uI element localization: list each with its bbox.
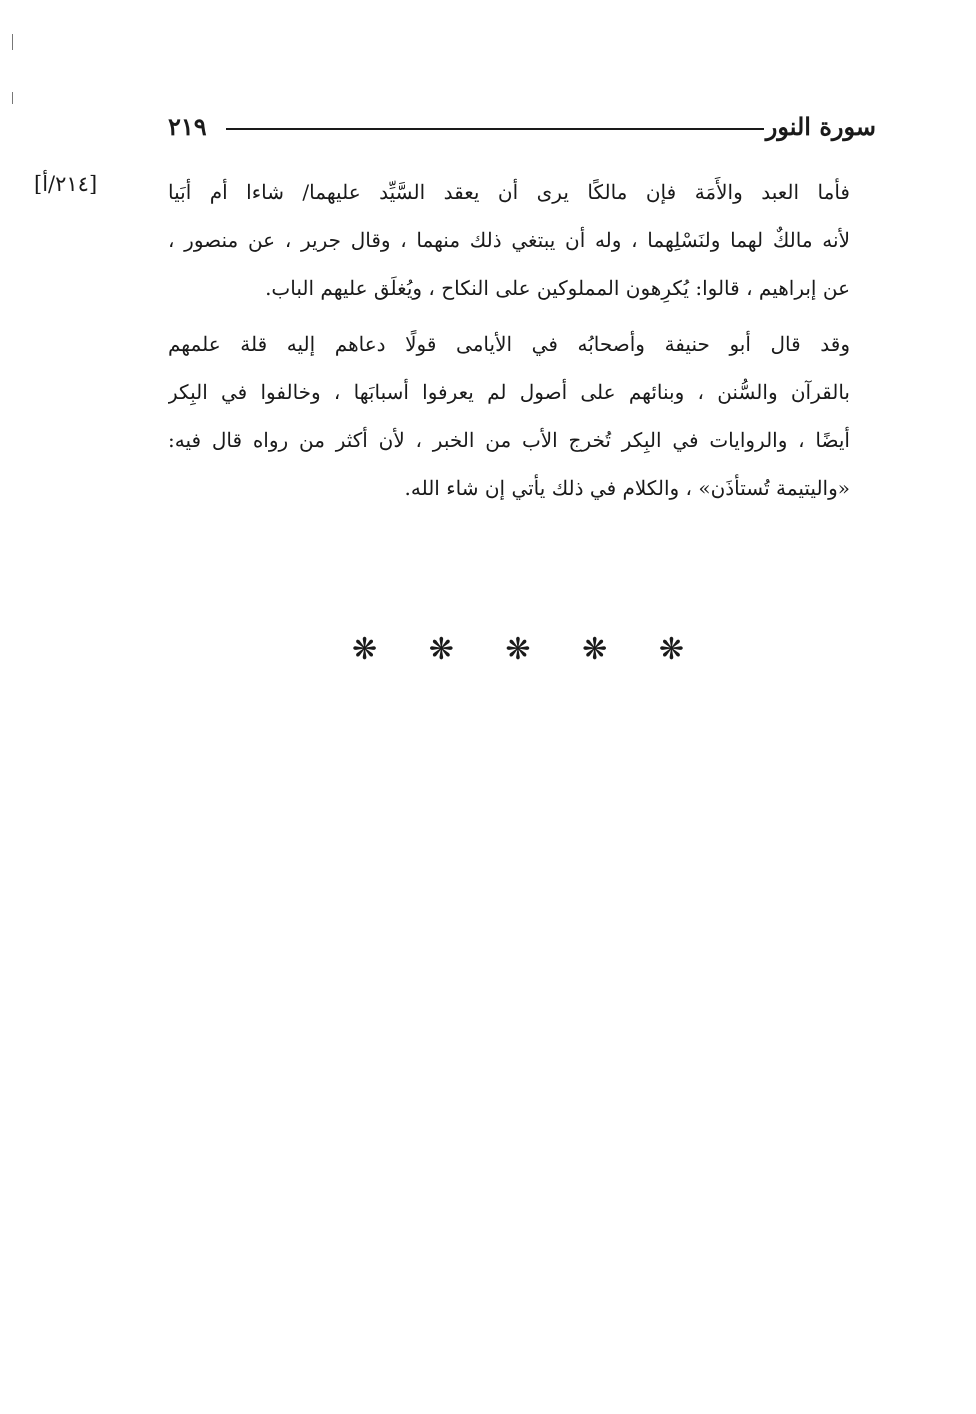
- text-line: عن إبراهيم ، قالوا: يُكرِهون المملوكين على النكاح ، ويُغلَق عليهم الباب.: [265, 276, 850, 300]
- text-line: أيضًا ، والروايات في البِكر تُخرج الأب من الخبر ، لأن أكثر من رواه قال فيه:: [168, 428, 850, 452]
- body-text: [168, 168, 876, 520]
- asterism-flower-icon: ❋: [505, 632, 531, 667]
- page-number: ٢١٩: [168, 112, 207, 141]
- text-line: وقد قال أبو حنيفة وأصحابُه في الأيامى قولًا دعاهم إليه قلة علمهم: [168, 332, 850, 356]
- asterism-flower-icon: ❋: [658, 632, 684, 667]
- text-line: بالقرآن والسُّنن ، وبنائهم على أصول لم يعرفوا أسبابَها ، وخالفوا في البِكر: [168, 380, 850, 404]
- running-header: [168, 108, 876, 148]
- paragraph: [168, 320, 876, 512]
- margin-reference: [٢١٤/أ]: [34, 172, 98, 196]
- scan-mark: [12, 34, 13, 50]
- chapter-title: سورة النور: [765, 112, 876, 141]
- header-rule: [226, 128, 764, 130]
- section-end-ornaments: [352, 628, 684, 672]
- asterism-flower-icon: ❋: [428, 632, 454, 667]
- text-line: لأنه مالكٌ لهما ولنَسْلِهما ، وله أن يبتغي ذلك منهما ، وقال جرير ، عن منصور ،: [168, 228, 850, 252]
- scan-mark: [12, 92, 13, 104]
- text-line: فأما العبد والأَمَة فإن مالكًا يرى أن يعقد السَّيِّد عليهما/ شاءا أم أبَيا: [168, 180, 850, 204]
- paragraph: [168, 168, 876, 312]
- asterism-flower-icon: ❋: [582, 632, 608, 667]
- asterism-flower-icon: ❋: [352, 632, 378, 667]
- text-line: «واليتيمة تُستأذَن» ، والكلام في ذلك يأتي إن شاء الله.: [404, 476, 850, 500]
